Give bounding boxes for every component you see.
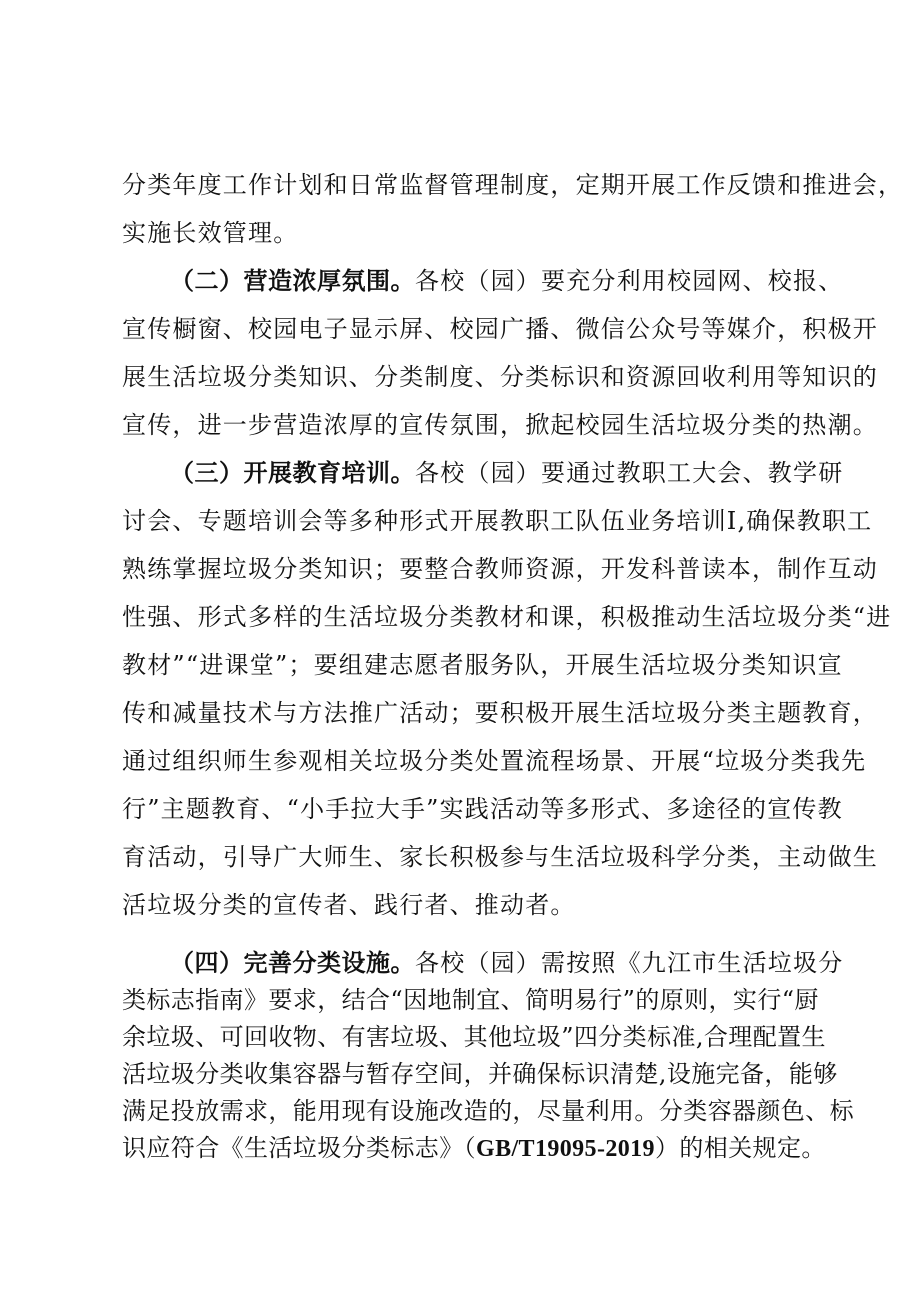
text-line: 分类年度工作计划和日常监督管理制度，定期开展工作反馈和推进会， [122, 171, 904, 199]
text-line: 实施长效管理。 [122, 219, 299, 247]
text-line: 通过组织师生参观相关垃圾分类处置流程场景、开展“垃圾分类我先 [122, 747, 867, 775]
paragraph-2-first-line [170, 264, 844, 298]
text-line: 育活动，引导广大师生、家长积极参与生活垃圾科学分类，主动做生 [122, 843, 878, 871]
text-line: 宣传，进一步营造浓厚的宣传氛围，掀起校园生活垃圾分类的热潮。 [122, 411, 878, 439]
text-line: 活垃圾分类的宣传者、践行者、推动者。 [122, 891, 576, 919]
text-line: 满足投放需求，能用现有设施改造的，尽量利用。分类容器颜色、标 [122, 1097, 854, 1125]
section-heading-3: （三）开展教育培训。 [170, 458, 415, 487]
text-line: 讨会、专题培训会等多种形式开展教职工队伍业务培训I,确保教职工 [122, 507, 873, 535]
text-span: 各校（园）要通过教职工大会、教学研 [415, 459, 844, 487]
paragraph-3-first-line [170, 456, 844, 490]
text-line: 宣传橱窗、校园电子显示屏、校园广播、微信公众号等媒介，积极开 [122, 315, 878, 343]
paragraph-4-last-line [122, 1131, 826, 1165]
text-line: 行”主题教育、“小手拉大手”实践活动等多形式、多途径的宣传教 [122, 795, 843, 823]
text-line: 类标志指南》要求，结合“因地制宜、简明易行”的原则，实行“厨 [122, 986, 819, 1014]
text-line: 熟练掌握垃圾分类知识；要整合教师资源，开发科普读本，制作互动 [122, 555, 878, 583]
section-heading-4: （四）完善分类设施。 [170, 948, 415, 977]
text-line: 教材”“进课堂”；要组建志愿者服务队，开展生活垃圾分类知识宣 [122, 651, 843, 679]
text-span: 各校（园）要充分利用校园网、校报、 [415, 267, 844, 295]
text-line: 展生活垃圾分类知识、分类制度、分类标识和资源回收利用等知识的 [122, 363, 878, 391]
text-span: 各校（园）需按照《九江市生活垃圾分 [415, 949, 844, 977]
section-heading-2: （二）营造浓厚氛围。 [170, 266, 415, 295]
text-line: 余垃圾、可回收物、有害垃圾、其他垃圾”四分类标准,合理配置生 [122, 1023, 826, 1051]
text-line: 性强、形式多样的生活垃圾分类教材和课，积极推动生活垃圾分类“进 [122, 603, 892, 631]
text-span: ）的相关规定。 [654, 1134, 826, 1162]
text-span: 识应符合《生活垃圾分类标志》（ [122, 1134, 476, 1162]
text-line: 活垃圾分类收集容器与暂存空间，并确保标识清楚,设施完备，能够 [122, 1060, 838, 1088]
standard-code: GB/T19095-2019 [476, 1136, 655, 1162]
text-line: 传和减量技术与方法推广活动；要积极开展生活垃圾分类主题教育， [122, 699, 878, 727]
paragraph-4-first-line [170, 946, 844, 980]
